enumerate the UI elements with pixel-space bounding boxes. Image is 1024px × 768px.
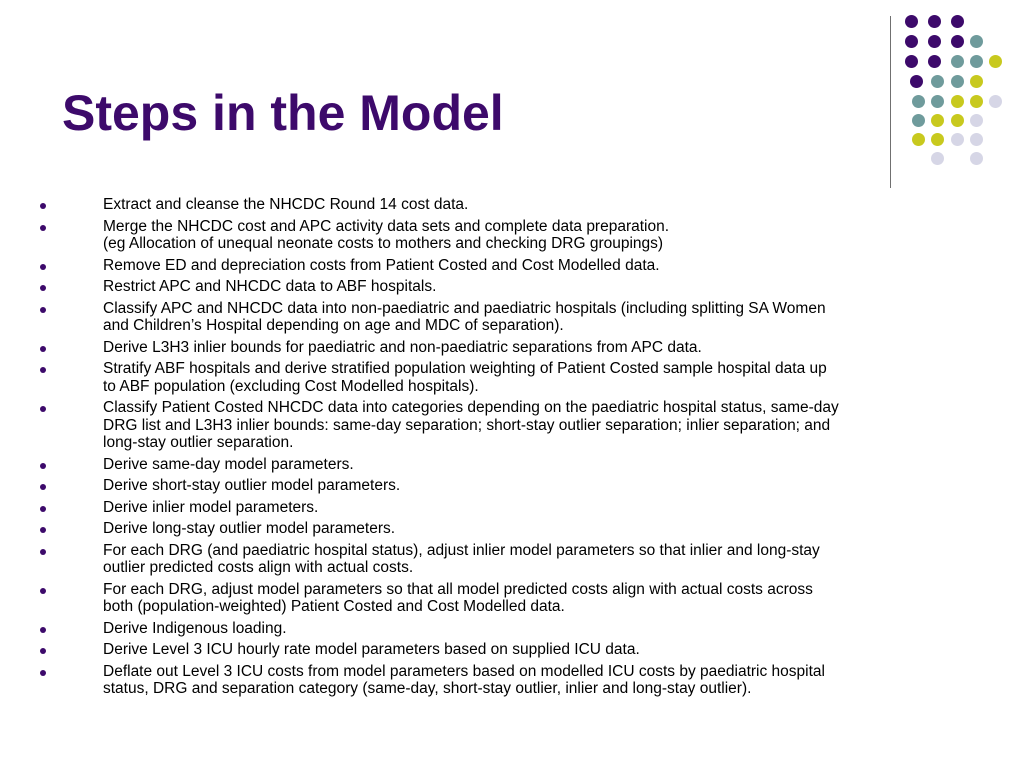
decorative-dot (970, 152, 983, 165)
decorative-dot (928, 55, 941, 68)
list-item (0, 339, 1024, 357)
list-item (0, 218, 1024, 253)
list-item-text: For each DRG (and paediatric hospital status), adjust inlier model parameters so that inlier and long-stay (103, 541, 820, 559)
decorative-dot (931, 114, 944, 127)
decorative-dot (951, 75, 964, 88)
list-item (0, 581, 1024, 616)
decorative-dot (912, 95, 925, 108)
bullet-dot-icon (40, 264, 46, 270)
list-item (0, 399, 1024, 452)
list-item-text: Derive short-stay outlier model parameters. (103, 477, 401, 494)
decorative-dot (951, 15, 964, 28)
list-item-text: to ABF population (excluding Cost Modelled hospitals). (103, 377, 479, 395)
decorative-dot (912, 114, 925, 127)
list-item (0, 641, 1024, 659)
list-item (0, 300, 1024, 335)
bullet-dot-icon (40, 285, 46, 291)
bullet-dot-icon (40, 225, 46, 231)
decorative-dot (989, 95, 1002, 108)
vertical-divider (890, 16, 891, 188)
decorative-dot (989, 55, 1002, 68)
decorative-dot (970, 75, 983, 88)
list-item (0, 499, 1024, 517)
decorative-dot (931, 152, 944, 165)
list-item (0, 663, 1024, 698)
decorative-dot (970, 114, 983, 127)
bullet-dot-icon (40, 670, 46, 676)
decorative-dot (910, 75, 923, 88)
list-item-text: Merge the NHCDC cost and APC activity data sets and complete data preparation. (103, 217, 670, 235)
list-item (0, 257, 1024, 275)
list-item-text: Derive long-stay outlier model parameters. (103, 520, 396, 537)
list-item-text: DRG list and L3H3 inlier bounds: same-day separation; short-stay outlier separation; inlier separation; and (103, 416, 831, 434)
bullet-dot-icon (40, 648, 46, 654)
decorative-dot (970, 133, 983, 146)
list-item-text: Classify APC and NHCDC data into non-paediatric and paediatric hospitals (including splitting SA Women (103, 299, 826, 317)
decorative-dot (951, 35, 964, 48)
list-item-text: Restrict APC and NHCDC data to ABF hospitals. (103, 278, 437, 295)
list-item-text: Derive inlier model parameters. (103, 498, 319, 516)
decorative-dot (970, 95, 983, 108)
bullet-dot-icon (40, 203, 46, 209)
bullet-dot-icon (40, 506, 46, 512)
list-item (0, 278, 1024, 296)
list-item (0, 477, 1024, 495)
list-item-text: Classify Patient Costed NHCDC data into categories depending on the paediatric hospital status, same-day (103, 399, 839, 416)
list-item (0, 360, 1024, 395)
list-item-text: status, DRG and separation category (same-day, short-stay outlier, inlier and long-stay outlier). (103, 680, 752, 697)
bullet-dot-icon (40, 367, 46, 373)
list-item-text: Extract and cleanse the NHCDC Round 14 cost data. (103, 196, 469, 213)
decorative-dot (905, 15, 918, 28)
list-item-text: Derive L3H3 inlier bounds for paediatric and non-paediatric separations from APC data. (103, 338, 702, 356)
list-item-text: Derive same-day model parameters. (103, 455, 354, 473)
bullet-dot-icon (40, 484, 46, 490)
list-item-text: outlier predicted costs align with actual costs. (103, 559, 414, 576)
bullet-dot-icon (40, 588, 46, 594)
decorative-dot (951, 55, 964, 68)
bullet-dot-icon (40, 527, 46, 533)
decorative-dot (970, 55, 983, 68)
list-item-text: Derive Level 3 ICU hourly rate model parameters based on supplied ICU data. (103, 641, 640, 658)
decorative-dot (931, 75, 944, 88)
bullet-dot-icon (40, 307, 46, 313)
bullet-dot-icon (40, 406, 46, 412)
list-item-text: both (population-weighted) Patient Costed and Cost Modelled data. (103, 598, 565, 615)
bullet-dot-icon (40, 463, 46, 469)
decorative-dot (951, 114, 964, 127)
decorative-dot (970, 35, 983, 48)
list-item (0, 542, 1024, 577)
bullet-dot-icon (40, 549, 46, 555)
bullet-dot-icon (40, 346, 46, 352)
bullet-dot-icon (40, 627, 46, 633)
decorative-dot (912, 133, 925, 146)
list-item (0, 620, 1024, 638)
decorative-dot (905, 55, 918, 68)
list-item-text: and Children’s Hospital depending on age and MDC of separation). (103, 317, 564, 334)
list-item-text: Remove ED and depreciation costs from Patient Costed and Cost Modelled data. (103, 256, 660, 274)
decorative-dot (931, 95, 944, 108)
list-item-text: Stratify ABF hospitals and derive stratified population weighting of Patient Costed sample hospital data up (103, 360, 827, 377)
steps-list (0, 196, 1024, 702)
list-item (0, 196, 1024, 214)
list-item-text: long-stay outlier separation. (103, 434, 294, 451)
decorative-dot (931, 133, 944, 146)
decorative-dot (928, 35, 941, 48)
slide-title: Steps in the Model (62, 85, 504, 141)
list-item (0, 456, 1024, 474)
decorative-dot (905, 35, 918, 48)
decorative-dot (951, 95, 964, 108)
list-item-text: Derive Indigenous loading. (103, 619, 287, 637)
list-item-text: Deflate out Level 3 ICU costs from model parameters based on modelled ICU costs by paediatric hospital (103, 662, 825, 680)
list-item-text: (eg Allocation of unequal neonate costs to mothers and checking DRG groupings) (103, 235, 664, 252)
decorative-dot (951, 133, 964, 146)
decorative-dot (928, 15, 941, 28)
list-item-text: For each DRG, adjust model parameters so that all model predicted costs align with actual costs across (103, 580, 813, 598)
list-item (0, 520, 1024, 538)
